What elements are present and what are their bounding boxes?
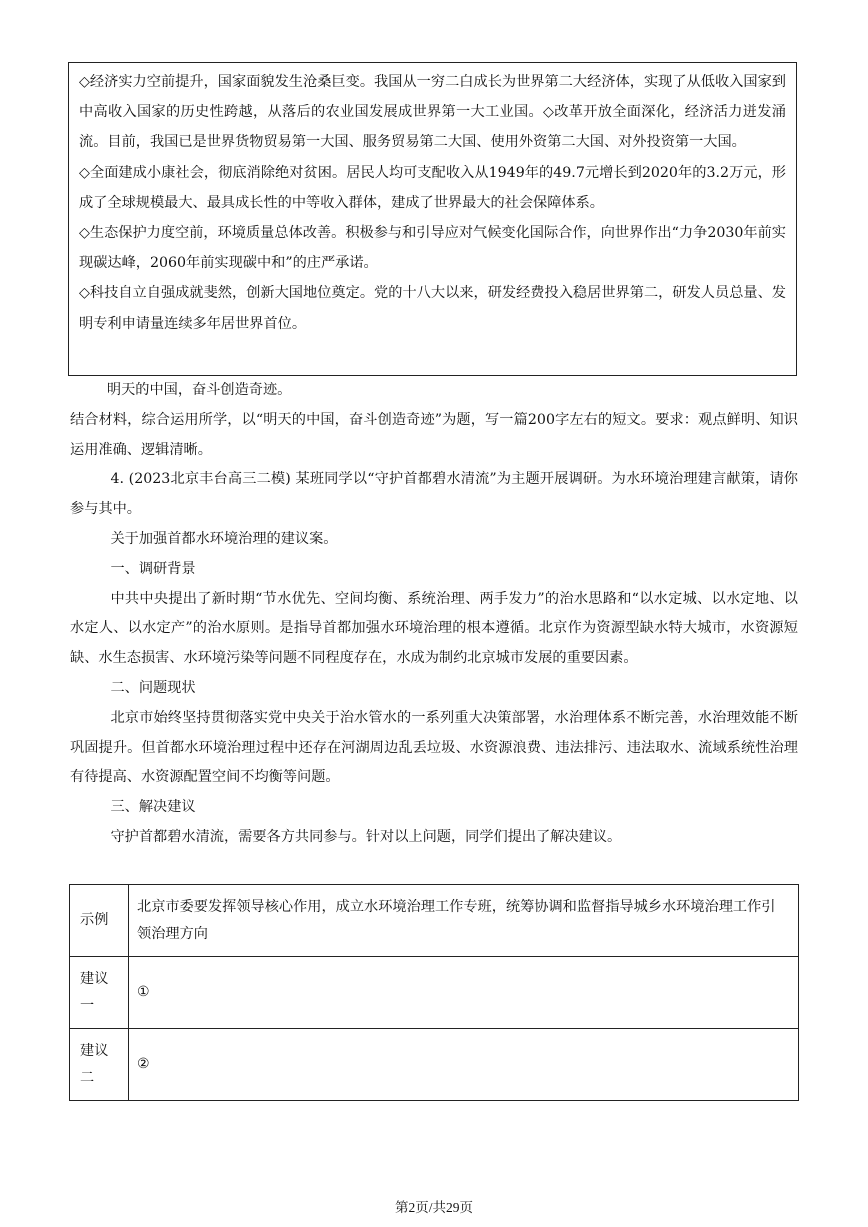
section-1-heading: 一、调研背景 bbox=[110, 560, 196, 577]
material-paragraph-prosperity: ◇全面建成小康社会，彻底消除绝对贫困。居民人均可支配收入从1949年的49.7元增长到2020年的3.2万元，形成了全球规模最大、最具成长性的中等收入群体，建成了世界最大的社会保障体系。 bbox=[79, 164, 786, 211]
table-row bbox=[70, 885, 799, 957]
section-2-text: 北京市始终坚持贯彻落实党中央关于治水管水的一系列重大决策部署，水治理体系不断完善，水治理效能不断巩固提升。但首都水环境治理过程中还存在河湖周边乱丢垃圾、水资源浪费、违法排污、违法取水、流域系统性治理有待提高、水资源配置空间不均衡等问题。 bbox=[70, 709, 798, 786]
suggestion-table bbox=[69, 884, 799, 1101]
page-number: 第2页/共29页 bbox=[394, 1200, 473, 1215]
main-text bbox=[70, 376, 798, 853]
material-paragraph-technology: ◇科技自立自强成就斐然，创新大国地位奠定。党的十八大以来，研发经费投入稳居世界第二，研发人员总量、发明专利申请量连续多年居世界首位。 bbox=[79, 285, 786, 332]
section-3-heading: 三、解决建议 bbox=[110, 799, 196, 816]
table-row bbox=[70, 957, 799, 1029]
proposal-title: 关于加强首都水环境治理的建议案。 bbox=[110, 530, 338, 547]
essay-task: 结合材料，综合运用所学，以“明天的中国，奋斗创造奇迹”为题，写一篇200字左右的短文。要求：观点鲜明、知识运用准确、逻辑清晰。 bbox=[70, 411, 798, 458]
slogan-line: 明天的中国，奋斗创造奇迹。 bbox=[106, 382, 292, 398]
row-content-suggestion-2: ② bbox=[129, 1029, 799, 1101]
question-4-stem: 4. (2023北京丰台高三二模) 某班同学以“守护首都碧水清流”为主题开展调研。为水环境治理建言献策，请你参与其中。 bbox=[70, 471, 798, 518]
material-paragraph-ecology: ◇生态保护力度空前，环境质量总体改善。积极参与和引导应对气候变化国际合作，向世界作出“力争2030年前实现碳达峰，2060年前实现碳中和”的庄严承诺。 bbox=[79, 225, 786, 272]
section-3-text: 守护首都碧水清流，需要各方共同参与。针对以上问题，同学们提出了解决建议。 bbox=[110, 828, 622, 845]
row-label-suggestion-1: 建议一 bbox=[70, 957, 129, 1029]
row-label-example: 示例 bbox=[70, 885, 129, 957]
material-box bbox=[68, 62, 797, 376]
table-row bbox=[70, 1029, 799, 1101]
row-content-example: 北京市委要发挥领导核心作用，成立水环境治理工作专班，统筹协调和监督指导城乡水环境治理工作引领治理方向 bbox=[129, 885, 799, 957]
section-2-heading: 二、问题现状 bbox=[110, 679, 196, 696]
section-1-text: 中共中央提出了新时期“节水优先、空间均衡、系统治理、两手发力”的治水思路和“以水定城、以水定地、以水定人、以水定产”的治水原则。是指导首都加强水环境治理的根本遵循。北京作为资源型缺水特大城市，水资源短缺、水生态损害、水环境污染等问题不同程度存在，水成为制约北京城市发展的重要因素。 bbox=[70, 590, 798, 667]
material-paragraph-economy: ◇经济实力空前提升，国家面貌发生沧桑巨变。我国从一穷二白成长为世界第二大经济体，实现了从低收入国家到中高收入国家的历史性跨越，从落后的农业国发展成世界第一大工业国。◇改革开放全面深化，经济活力迸发涌流。目前，我国已是世界货物贸易第一大国、服务贸易第二大国、使用外资第二大国、对外投资第一大国。 bbox=[79, 74, 786, 151]
row-label-suggestion-2: 建议二 bbox=[70, 1029, 129, 1101]
row-content-suggestion-1: ① bbox=[129, 957, 799, 1029]
